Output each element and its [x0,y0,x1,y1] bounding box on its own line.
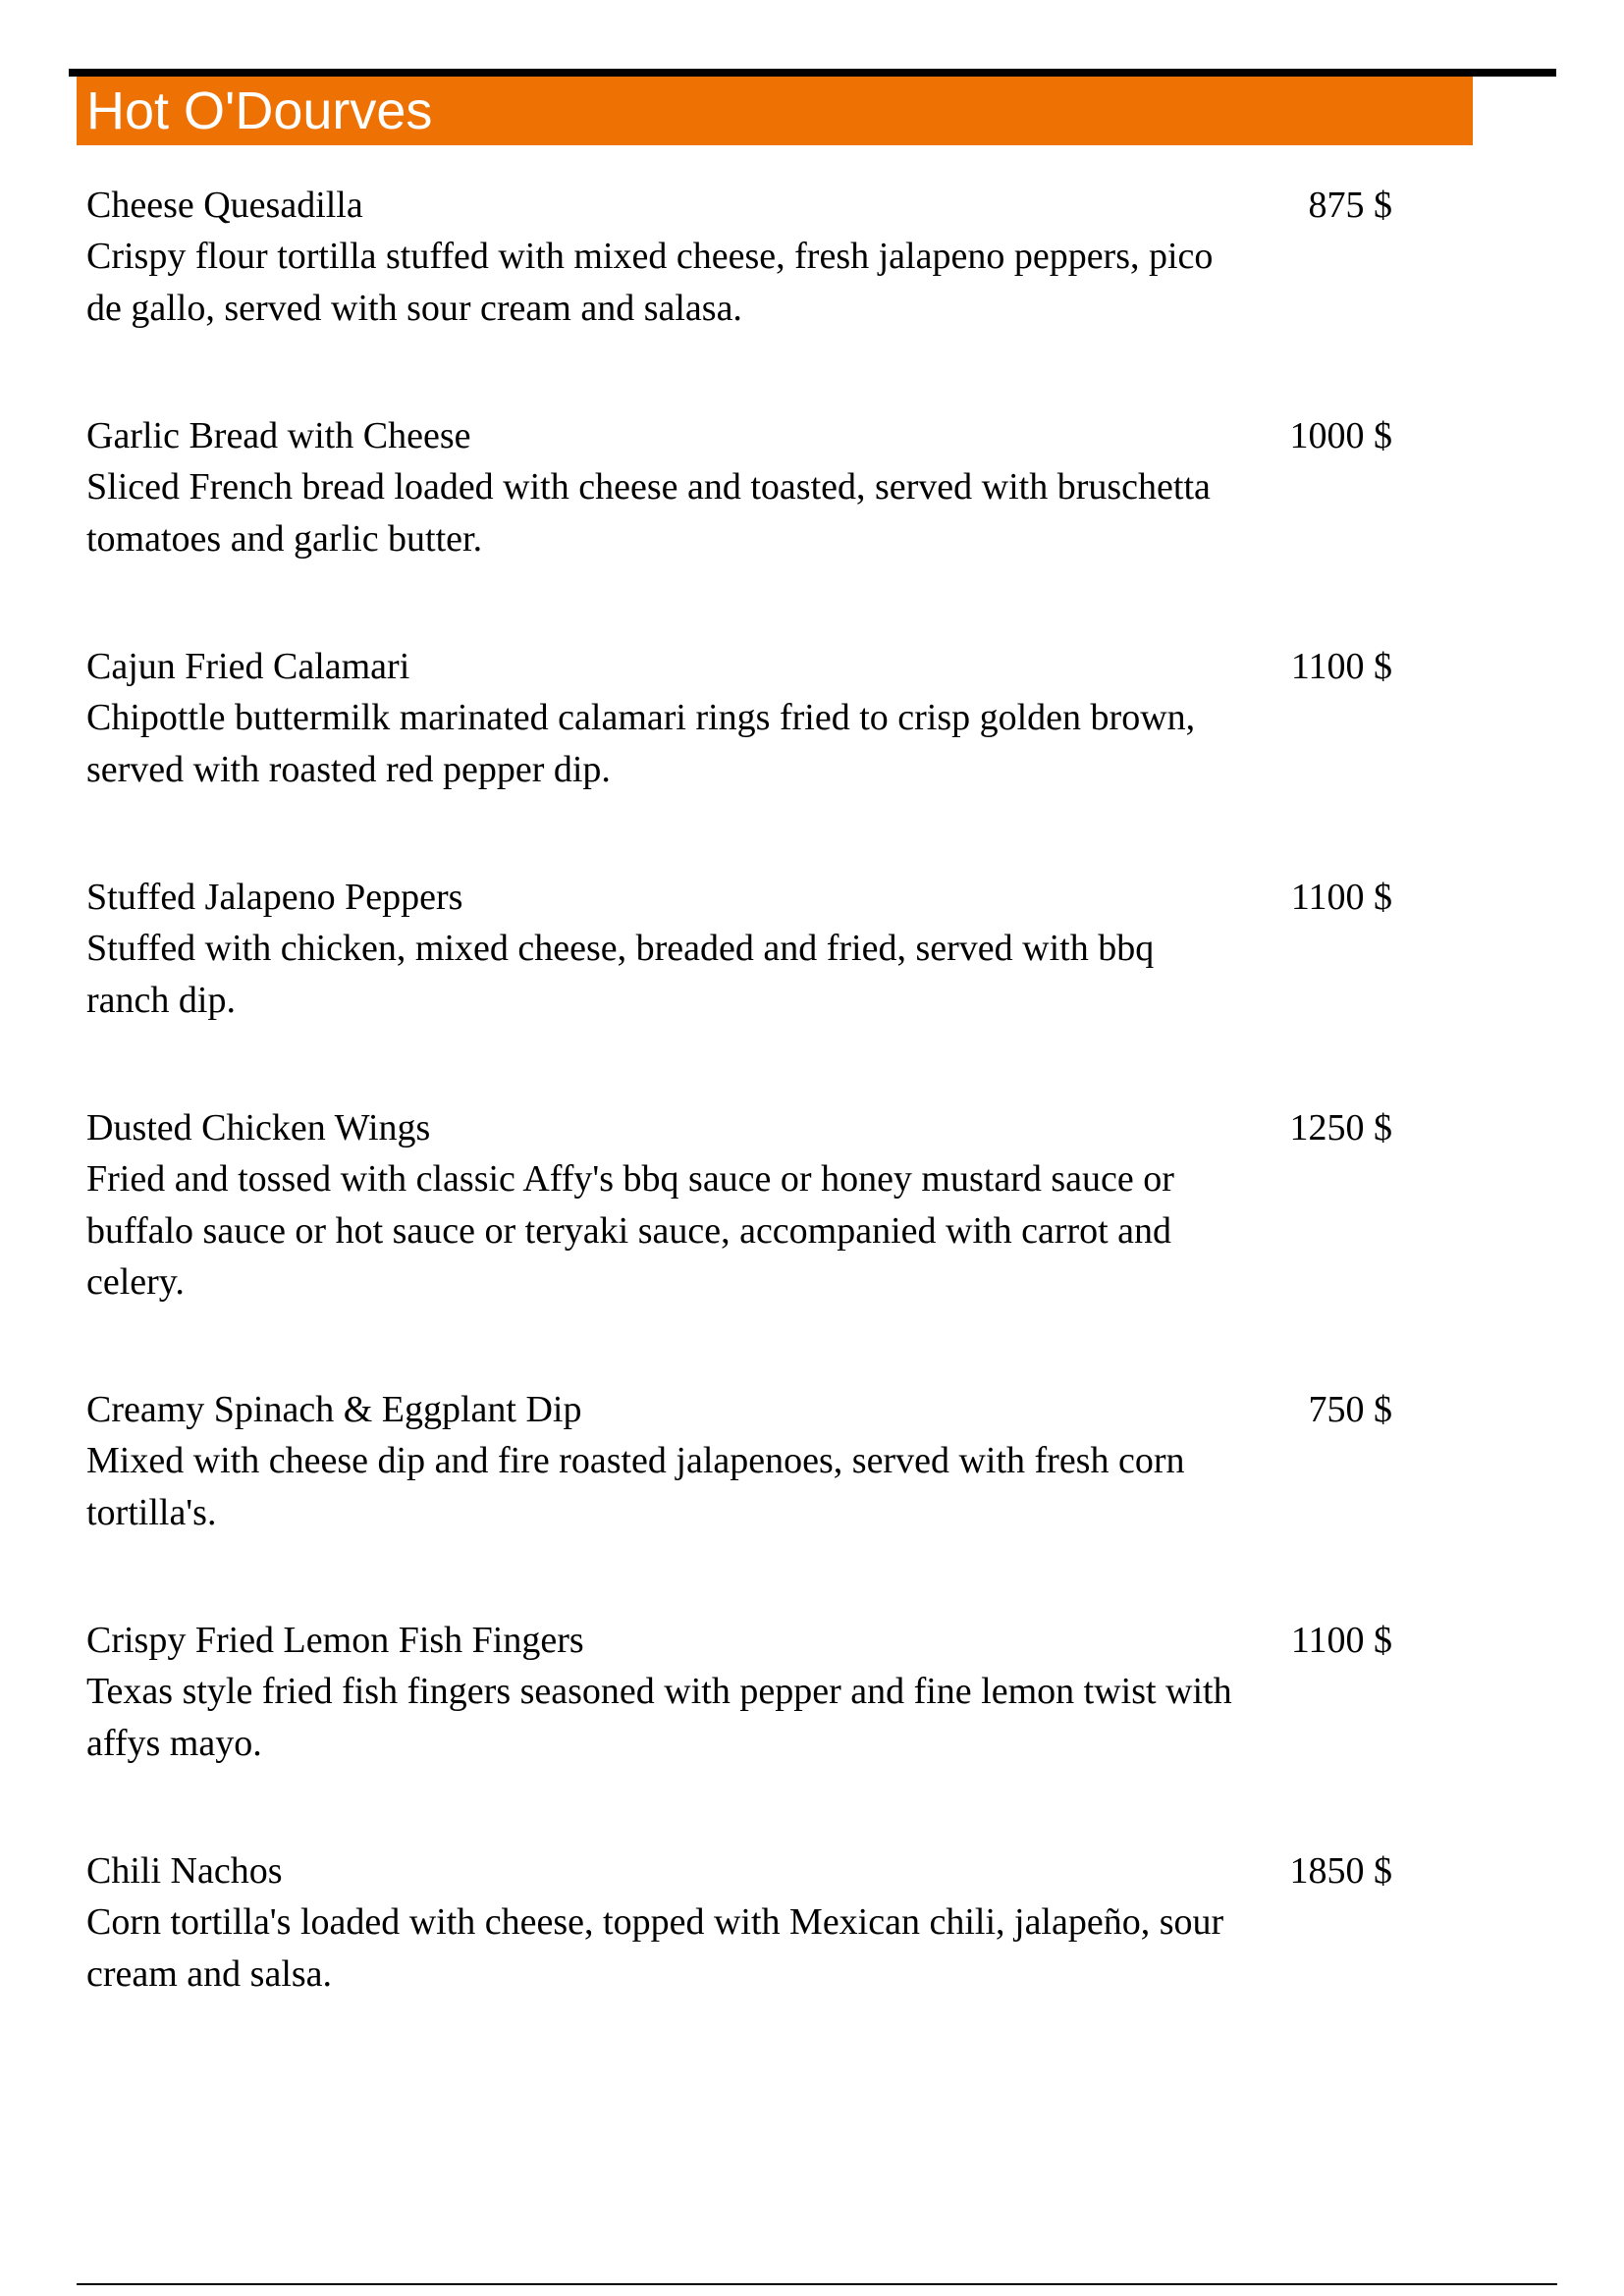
item-price: 750 $ [1308,1389,1392,1430]
item-price: 1850 $ [1289,1850,1392,1892]
item-name: Cajun Fried Calamari [86,646,410,687]
item-description: Fried and tossed with classic Affy's bbq sauce or honey mustard sauce or buffalo sauce or hot sauce or teryaki sauce, accompanied with carrot and celery. [86,1158,1174,1303]
menu-item-cajun-fried-calamari [86,641,1392,795]
menu-item-creamy-spinach-eggplant-dip [86,1384,1392,1538]
item-price: 1100 $ [1290,646,1392,687]
item-price: 1250 $ [1289,1107,1392,1148]
item-price: 1100 $ [1290,1620,1392,1661]
item-description: Chipottle buttermilk marinated calamari rings fried to crisp golden brown, served with roasted red pepper dip. [86,697,1196,790]
item-name: Crispy Fried Lemon Fish Fingers [86,1620,584,1661]
menu-item-chili-nachos [86,1845,1392,2000]
menu-item-stuffed-jalapeno-peppers [86,872,1392,1026]
top-rule [69,69,1556,77]
item-name: Cheese Quesadilla [86,185,363,226]
item-description: Mixed with cheese dip and fire roasted jalapenoes, served with fresh corn tortilla's. [86,1440,1185,1533]
item-name: Garlic Bread with Cheese [86,415,471,456]
menu-item-crispy-fried-lemon-fish-fingers [86,1615,1392,1769]
item-name: Chili Nachos [86,1850,283,1892]
item-description: Texas style fried fish fingers seasoned with pepper and fine lemon twist with affys mayo. [86,1671,1232,1764]
item-name: Creamy Spinach & Eggplant Dip [86,1389,582,1430]
item-description: Sliced French bread loaded with cheese and toasted, served with bruschetta tomatoes and garlic butter. [86,466,1211,560]
item-description: Crispy flour tortilla stuffed with mixed cheese, fresh jalapeno peppers, pico de gallo, served with sour cream and salasa. [86,236,1214,329]
item-name: Dusted Chicken Wings [86,1107,431,1148]
item-description: Corn tortilla's loaded with cheese, topped with Mexican chili, jalapeño, sour cream and salsa. [86,1901,1224,1995]
item-price: 1100 $ [1290,877,1392,918]
menu-item-dusted-chicken-wings [86,1102,1392,1308]
item-price: 1000 $ [1289,415,1392,456]
item-price: 875 $ [1308,185,1392,226]
item-description: Stuffed with chicken, mixed cheese, breaded and fried, served with bbq ranch dip. [86,928,1155,1021]
bottom-rule [77,2283,1557,2285]
menu-item-garlic-bread [86,410,1392,564]
section-title: Hot O'Dourves [86,81,433,140]
menu-item-cheese-quesadilla [86,180,1392,334]
item-name: Stuffed Jalapeno Peppers [86,877,463,918]
section-header [77,77,1473,145]
